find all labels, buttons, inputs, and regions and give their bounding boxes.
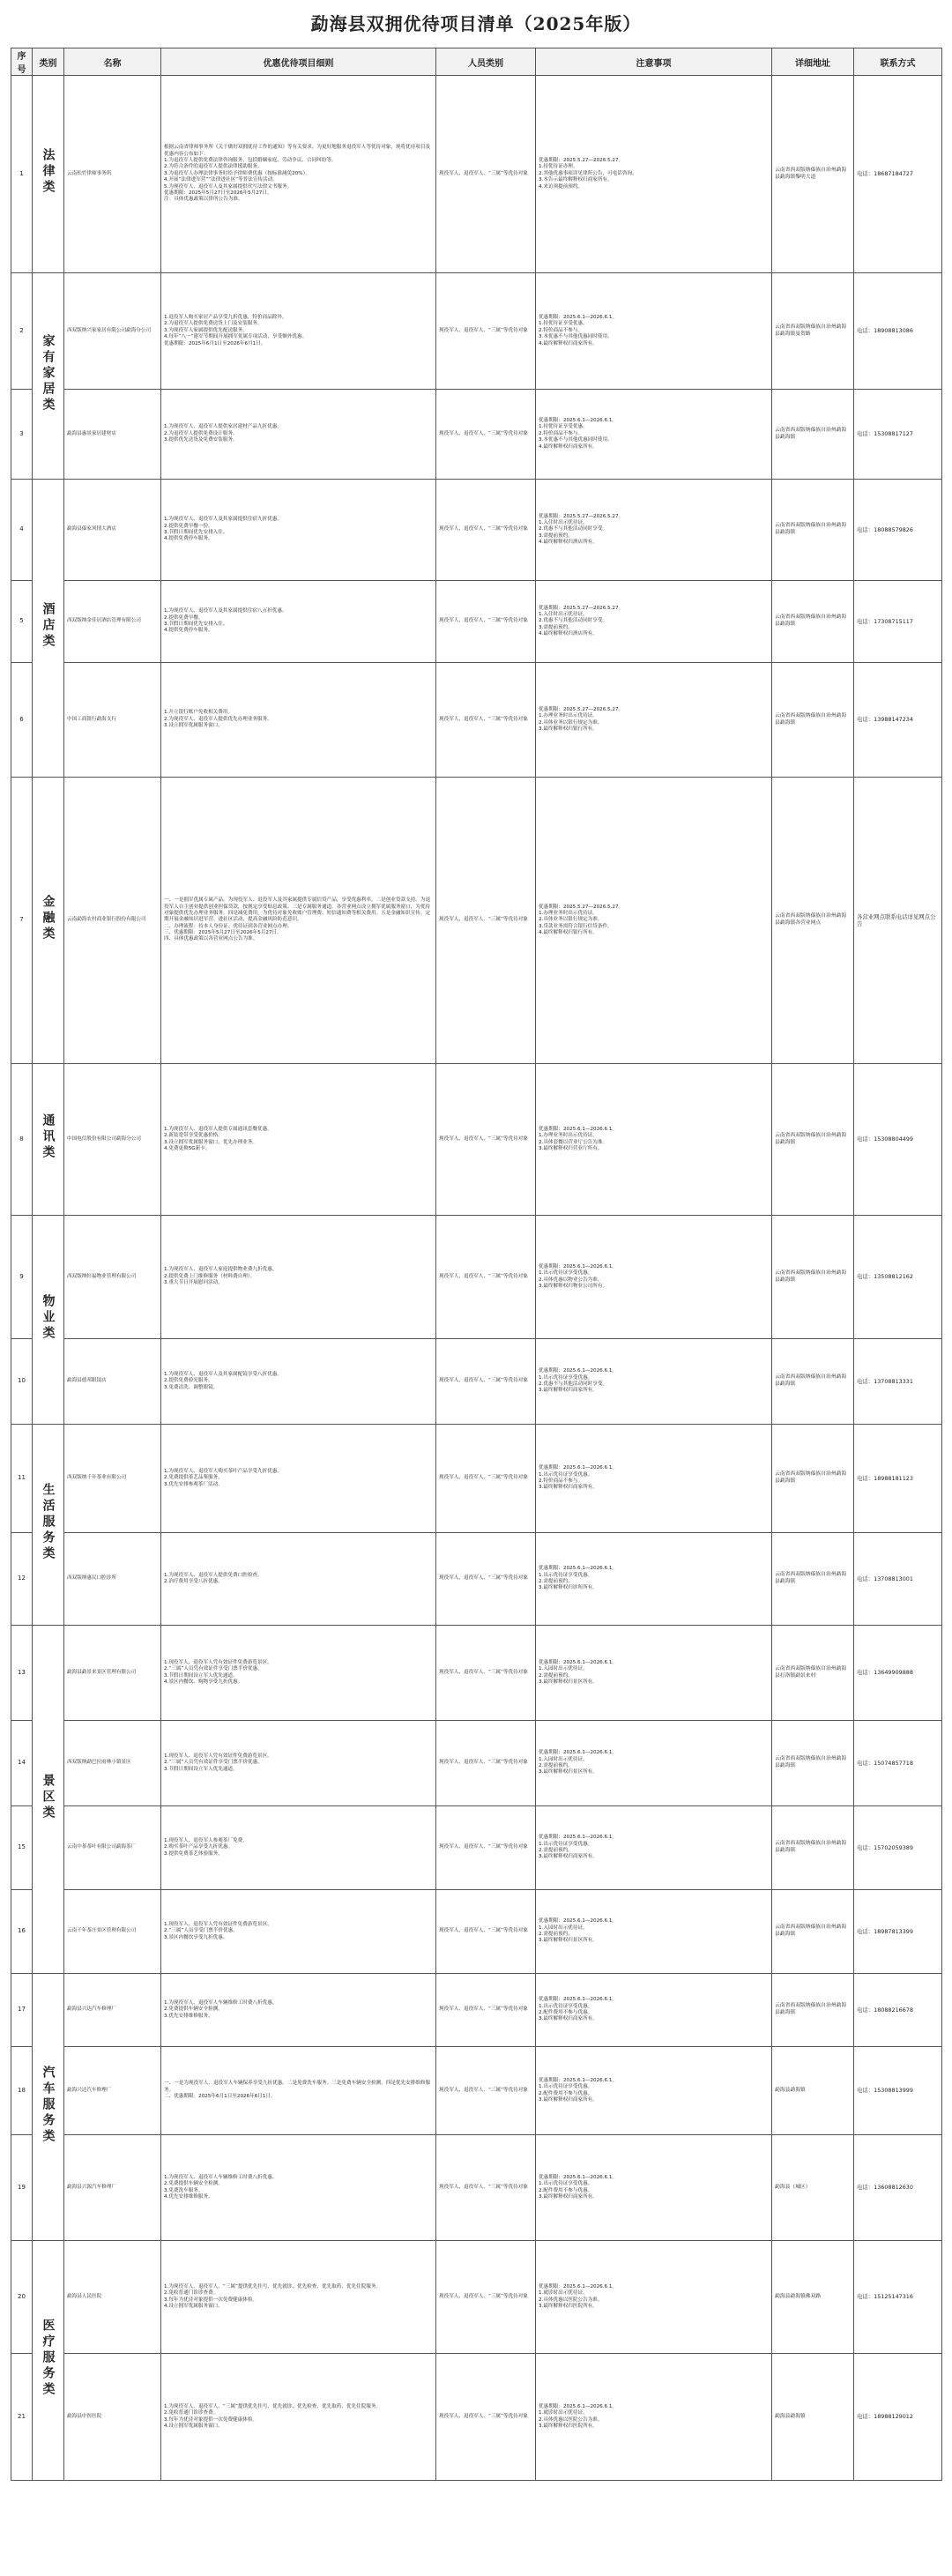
- row-notes: 优惠期限：2025.6.1—2026.6.1。 1.就诊时出示优待证。 2.具体优惠以医院公告为准。 3.最终解释权归医院所有。: [536, 2354, 772, 2481]
- category-cell: [33, 1425, 64, 1626]
- category-cell: [33, 1216, 64, 1425]
- row-contact: 电话：18987813399: [854, 1890, 942, 1974]
- row-name: 云南中茶茶叶有限公司勐海茶厂: [64, 1806, 161, 1890]
- table-row: [11, 2241, 942, 2354]
- row-notes: 优惠期限：2025.6.1—2026.6.1。 1.入园时出示优待证。 2.需提前预约。 3.最终解释权归景区所有。: [536, 1626, 772, 1721]
- row-contact: 电话：18687184727: [854, 76, 942, 273]
- header-people: 人员类别: [436, 48, 536, 76]
- row-notes: 优惠期限：2025.6.1—2026.6.1。 1.出示优待证享受优惠。 2.特价商品不参与。 3.最终解释权归商家所有。: [536, 1425, 772, 1533]
- row-seq: 14: [11, 1721, 33, 1806]
- row-contact: 电话：18988129012: [854, 2354, 942, 2481]
- row-seq: 4: [11, 480, 33, 581]
- row-seq: 8: [11, 1064, 33, 1216]
- row-detail: 1.为现役军人、退役军人提供家居建材产品九折优惠。 2.为退役军人提供免费设计服务。 3.提供优先送货及免费安装服务。: [161, 390, 436, 480]
- row-seq: 1: [11, 76, 33, 273]
- row-detail: 根据云南省律师事务所《关于做好双拥优待工作的通知》等有关要求，为更好地服务退役军人等优待对象，现将优待项目及优惠内容公布如下： 1.为退役军人提供免费法律咨询服务，包括婚姻家庭、劳动争议、合同纠纷等。 2.为符合条件的退役军人提供法律援助服务。 3.为退役军人办理法律事务时给予律师费优惠（按标准减免20%）。 4.开展“法律进军营”“法律进社区”等普法宣传活动。 5.为现役军人、退役军人及其家属提供代写法律文书服务。 优惠期限：2025年5月27日至2026年5月27日。 注：具体优惠政策以律所公告为准。: [161, 76, 436, 273]
- row-name: 勐海县德邦眼镜店: [64, 1339, 161, 1425]
- row-name: 西双版纳千年茶业有限公司: [64, 1425, 161, 1533]
- row-address: 云南省西双版纳傣族自治州勐海县勐海镇: [772, 1425, 854, 1533]
- row-contact: 电话：13649909888: [854, 1626, 942, 1721]
- category-label: 通讯类: [41, 1113, 56, 1162]
- category-label: 汽车服务类: [41, 2065, 56, 2145]
- row-people: 现役军人、退役军人、“三属”等优待对象: [436, 663, 536, 778]
- row-contact: 电话：15074857718: [854, 1721, 942, 1806]
- table-row: [11, 1626, 942, 1721]
- row-contact: 各营业网点联系电话详见网点公告: [854, 778, 942, 1064]
- row-contact: 电话：15308817127: [854, 390, 942, 480]
- row-notes: 优惠期限：2025.5.27—2026.5.27。 1.办理业务时出示优待证。 2.具体业务以银行规定为准。 3.贷款业务需符合银行信贷条件。 4.最终解释权归银行所有。: [536, 778, 772, 1064]
- category-label: 法律类: [41, 148, 56, 197]
- row-seq: 18: [11, 2047, 33, 2135]
- row-contact: 电话：15702059389: [854, 1806, 942, 1890]
- row-people: 现役军人、退役军人、“三属”等优待对象: [436, 1064, 536, 1216]
- row-seq: 19: [11, 2135, 33, 2241]
- table-row: [11, 2047, 942, 2135]
- row-contact: 电话：18988181123: [854, 1425, 942, 1533]
- row-detail: 1.为现役军人、退役军人及其家属提供住宿九折优惠。 2.提供免费早餐一份。 3.节假日期间优先安排入住。 4.提供免费停车服务。: [161, 480, 436, 581]
- row-name: 西双版纳恒福物业管理有限公司: [64, 1216, 161, 1339]
- row-address: 云南省西双版纳傣族自治州勐海县勐海镇: [772, 480, 854, 581]
- header-seq: 序号: [11, 48, 33, 76]
- row-name: 云南勐海农村商业银行股份有限公司: [64, 778, 161, 1064]
- category-cell: [33, 2241, 64, 2481]
- row-name: 勐海县人民医院: [64, 2241, 161, 2354]
- row-notes: 优惠期限：2025.6.1—2026.6.1。 1.就诊时出示优待证。 2.具体优惠以医院公告为准。 3.最终解释权归医院所有。: [536, 2241, 772, 2354]
- row-name: 云南松竹律师事务所: [64, 76, 161, 273]
- row-contact: 电话：18088579826: [854, 480, 942, 581]
- row-notes: 优惠期限：2025.6.1—2026.6.1。 1.持优待证享受优惠。 2.特价商品不参与。 3.本优惠不与其他优惠同时使用。 4.最终解释权归商家所有。: [536, 390, 772, 480]
- row-address: 云南省西双版纳傣族自治州勐海县勐海镇: [772, 1890, 854, 1974]
- row-address: 云南省西双版纳傣族自治州勐海县勐海镇: [772, 1721, 854, 1806]
- row-notes: 优惠期限：2025.6.1—2026.6.1。 1.出示优待证享受优惠。 2.配件费用不参与优惠。 3.最终解释权归商家所有。: [536, 2047, 772, 2135]
- table-row: [11, 273, 942, 390]
- row-name: 西双版纳兴家家居有限公司勐海分公司: [64, 273, 161, 390]
- row-detail: 1.退役军人购买家居产品享受九折优惠，特价商品除外。 2.为退役军人提供免费送货上门及安装服务。 3.为现役军人家属提供优先配送服务。 4.每年“八一”建军节期间开展拥军优属专项活动，享受额外优惠。 优惠期限：2025年6月1日至2026年6月1日。: [161, 273, 436, 390]
- category-label: 酒店类: [41, 602, 56, 651]
- table-row: [11, 1064, 942, 1216]
- row-contact: 电话：18908813086: [854, 273, 942, 390]
- row-notes: 优惠期限：2025.5.27—2026.5.27。 1.入住时出示优待证。 2.优惠不与其他活动同时享受。 3.需提前预约。 4.最终解释权归酒店所有。: [536, 581, 772, 663]
- row-notes: 优惠期限：2025.6.1—2026.6.1。 1.出示优待证享受优惠。 2.配件费用不参与优惠。 3.最终解释权归商家所有。: [536, 1974, 772, 2047]
- row-detail: 1.为现役军人、退役军人、“三属”提供优先挂号、优先就诊、优先检查、优先取药、优先住院服务。 2.免收普通门诊诊查费。 3.每年为优待对象提供一次免费健康体检。 4.设立拥军优属服务窗口。: [161, 2241, 436, 2354]
- row-seq: 20: [11, 2241, 33, 2354]
- row-seq: 3: [11, 390, 33, 480]
- row-people: 现役军人、退役军人、“三属”等优待对象: [436, 1425, 536, 1533]
- row-detail: 1.为现役军人、退役军人及其家属提供住宿八五折优惠。 2.提供免费早餐。 3.节假日期间优先安排入住。 4.提供免费停车服务。: [161, 581, 436, 663]
- category-label: 医疗服务类: [41, 2319, 56, 2399]
- row-contact: 电话：15125147316: [854, 2241, 942, 2354]
- category-cell: [33, 1974, 64, 2241]
- header-contact: 联系方式: [854, 48, 942, 76]
- row-detail: 1.现役军人、退役军人凭有效证件免费游览景区。 2.“三属”人员凭有效证件享受门票半价优惠。 3.节假日期间设立军人优先通道。 4.景区内餐饮、购物享受九折优惠。: [161, 1626, 436, 1721]
- row-seq: 11: [11, 1425, 33, 1533]
- table-row: [11, 1890, 942, 1974]
- row-name: 勐海县傣家风情大酒店: [64, 480, 161, 581]
- row-people: 现役军人、退役军人、“三属”等优待对象: [436, 76, 536, 273]
- row-notes: 优惠期限：2025.6.1—2026.6.1。 1.出示优待证享受优惠。 2.需提前预约。 3.最终解释权归诊所所有。: [536, 1533, 772, 1626]
- category-cell: [33, 480, 64, 778]
- row-detail: 1.为现役军人、退役军人及其家属配镜享受八折优惠。 2.提供免费验光服务。 3.免费清洗、调整眼镜。: [161, 1339, 436, 1425]
- row-detail: 一、一是为现役军人、退役军人车辆保养享受九折优惠。二是免费洗车服务。三是免费车辆安全检测。四是优先安排维修服务。 二、优惠期限：2025年6月1日至2026年6月1日。: [161, 2047, 436, 2135]
- row-contact: 电话：13988147234: [854, 663, 942, 778]
- row-name: 勐海县勐景来景区管理有限公司: [64, 1626, 161, 1721]
- table-row: [11, 1806, 942, 1890]
- row-name: 勐海县兴达汽车修理厂: [64, 1974, 161, 2047]
- row-people: 现役军人、退役军人、“三属”等优待对象: [436, 480, 536, 581]
- row-people: 现役军人、退役军人、“三属”等优待对象: [436, 2354, 536, 2481]
- row-contact: 电话：13708813001: [854, 1533, 942, 1626]
- row-detail: 1.现役军人、退役军人凭有效证件免费游览景区。 2.“三属”人员凭有效证件享受门票半价优惠。 3.节假日期间设立军人优先通道。: [161, 1721, 436, 1806]
- header-detail: 优惠优待项目细则: [161, 48, 436, 76]
- row-notes: 优惠期限：2025.5.27—2026.5.27。 1.入住时出示优待证。 2.优惠不与其他活动同时享受。 3.需提前预约。 4.最终解释权归酒店所有。: [536, 480, 772, 581]
- category-label: 生活服务类: [41, 1483, 56, 1563]
- category-cell: [33, 778, 64, 1064]
- row-address: 云南省西双版纳傣族自治州勐海县勐海镇: [772, 581, 854, 663]
- row-detail: 1.现役军人、退役军人参观茶厂免费。 2.购买茶叶产品享受九折优惠。 3.提供免费茶艺体验服务。: [161, 1806, 436, 1890]
- row-detail: 1.现役军人、退役军人凭有效证件免费游览景区。 2.“三属”人员享受门票半价优惠。 3.景区内餐饮享受九折优惠。: [161, 1890, 436, 1974]
- row-people: 现役军人、退役军人、“三属”等优待对象: [436, 1721, 536, 1806]
- row-name: 西双版纳惠民口腔诊所: [64, 1533, 161, 1626]
- row-seq: 12: [11, 1533, 33, 1626]
- table-row: [11, 1425, 942, 1533]
- row-detail: 1.为现役军人、退役军人提供免费口腔检查。 2.治疗费用享受八折优惠。: [161, 1533, 436, 1626]
- row-notes: 优惠期限：2025.6.1—2026.6.1。 1.入园时出示优待证。 2.需提前预约。 3.最终解释权归景区所有。: [536, 1721, 772, 1806]
- row-detail: 1.为现役军人、退役军人车辆维修工时费八折优惠。 2.免费提供车辆安全检测。 3.免费洗车服务。 4.优先安排维修服务。: [161, 2135, 436, 2241]
- row-people: 现役军人、退役军人、“三属”等优待对象: [436, 1216, 536, 1339]
- row-address: 云南省西双版纳傣族自治州勐海县勐海镇: [772, 1216, 854, 1339]
- row-name: 西双版纳金佳居酒店管理有限公司: [64, 581, 161, 663]
- row-detail: 一、一是拥军优属专属产品。为现役军人、退役军人及其家属提供专属信贷产品，享受优惠利率。二是创业贷款支持。为退役军人自主创业提供创业担保贷款，按规定享受贴息政策。三是专属服务通道。各营业网点设立拥军优属服务窗口，为优待对象提供优先办理业务服务。四是减免费用。为优待对象免收账户管理费、短信通知费等相关费用。五是金融知识宣传。定期开展金融知识进军营、进社区活动，提高金融风险防范意识。 二、办理流程：持本人身份证、优待证到各营业网点办理。 三、优惠期限：2025年5月27日至2026年5月27日。 四、具体优惠政策以各营业网点公告为准。: [161, 778, 436, 1064]
- row-seq: 2: [11, 273, 33, 390]
- row-contact: 电话：15308813999: [854, 2047, 942, 2135]
- table-row: [11, 1721, 942, 1806]
- category-label: 家有家居类: [41, 334, 56, 414]
- row-address: 云南省西双版纳傣族自治州勐海县勐海镇: [772, 1533, 854, 1626]
- row-detail: 1.为现役军人、退役军人车辆维修工时费八折优惠。 2.免费提供车辆安全检测。 3.优先安排维修服务。: [161, 1974, 436, 2047]
- row-seq: 17: [11, 1974, 33, 2047]
- row-people: 现役军人、退役军人、“三属”等优待对象: [436, 778, 536, 1064]
- page-title: 勐海县双拥优待项目清单（2025年版）: [310, 13, 642, 34]
- benefits-table: [11, 48, 942, 2481]
- row-address: 云南省西双版纳傣族自治州勐海县勐海镇黎明大道: [772, 76, 854, 273]
- row-people: 现役军人、退役军人、“三属”等优待对象: [436, 2047, 536, 2135]
- header-category: 类别: [33, 48, 64, 76]
- table-row: [11, 480, 942, 581]
- row-seq: 13: [11, 1626, 33, 1721]
- row-name: 西双版纳勐巴拉雨林小镇景区: [64, 1721, 161, 1806]
- category-label: 景区类: [41, 1773, 56, 1821]
- row-address: 云南省西双版纳傣族自治州勐海县勐海镇: [772, 663, 854, 778]
- row-people: 现役军人、退役军人、“三属”等优待对象: [436, 1806, 536, 1890]
- row-detail: 1.为现役军人、退役军人、“三属”提供优先挂号、优先就诊、优先检查、优先取药、优先住院服务。 2.免收普通门诊诊查费。 3.每年为优待对象提供一次免费健康体检。 4.设立拥军优属服务窗口。: [161, 2354, 436, 2481]
- row-seq: 7: [11, 778, 33, 1064]
- row-contact: 电话：13508812162: [854, 1216, 942, 1339]
- row-name: 勐海兴达汽车修理厂: [64, 2047, 161, 2135]
- table-row: [11, 1216, 942, 1339]
- row-name: 勐海县中医医院: [64, 2354, 161, 2481]
- row-notes: 优惠期限：2025.5.27—2026.5.27。 1.持优待证办理。 2.其他优惠事项详见律所公告，可电话咨询。 3.本告示最终解释权归商家所有。 4.来访须提前预约。: [536, 76, 772, 273]
- header-row: [11, 48, 942, 76]
- row-address: 勐海县（城区）: [772, 2135, 854, 2241]
- row-address: 云南省西双版纳傣族自治州勐海县勐海镇: [772, 1339, 854, 1425]
- row-seq: 21: [11, 2354, 33, 2481]
- row-notes: 优惠期限：2025.6.1—2026.6.1。 1.持优待证享受优惠。 2.特价商品不参与。 3.本优惠不与其他优惠同时使用。 4.最终解释权归商家所有。: [536, 273, 772, 390]
- row-seq: 10: [11, 1339, 33, 1425]
- row-notes: 优惠期限：2025.6.1—2026.6.1。 1.办理业务时出示优待证。 2.具体套餐以营业厅公告为准。 3.最终解释权归营业厅所有。: [536, 1064, 772, 1216]
- table-row: [11, 1533, 942, 1626]
- row-seq: 15: [11, 1806, 33, 1890]
- row-people: 现役军人、退役军人、“三属”等优待对象: [436, 390, 536, 480]
- row-seq: 9: [11, 1216, 33, 1339]
- row-address: 云南省西双版纳傣族自治州勐海县勐海镇: [772, 1974, 854, 2047]
- row-address: 勐海县勐海镇: [772, 2354, 854, 2481]
- row-seq: 16: [11, 1890, 33, 1974]
- header-notes: 注意事项: [536, 48, 772, 76]
- category-label: 物业类: [41, 1293, 56, 1342]
- category-label: 金融类: [41, 894, 56, 942]
- row-detail: 1.为现役军人、退役军人购买茶叶产品享受九折优惠。 2.免费提供茶艺品鉴服务。 3.优先安排参观茶厂活动。: [161, 1425, 436, 1533]
- header-name: 名称: [64, 48, 161, 76]
- row-seq: 6: [11, 663, 33, 778]
- table-row: [11, 2135, 942, 2241]
- row-detail: 1.开立银行账户免收相关费用。 2.为现役军人、退役军人提供优先办理业务服务。 3.设立拥军优属服务窗口。: [161, 663, 436, 778]
- row-notes: 优惠期限：2025.6.1—2026.6.1。 1.出示优待证享受优惠。 2.需提前预约。 3.最终解释权归商家所有。: [536, 1806, 772, 1890]
- category-cell: [33, 1064, 64, 1216]
- table-row: [11, 1339, 942, 1425]
- row-people: 现役军人、退役军人、“三属”等优待对象: [436, 1339, 536, 1425]
- row-seq: 5: [11, 581, 33, 663]
- row-address: 勐海县勐海镇佛双路: [772, 2241, 854, 2354]
- header-address: 详细地址: [772, 48, 854, 76]
- row-address: 云南省西双版纳傣族自治州勐海县打洛镇勐景来村: [772, 1626, 854, 1721]
- row-name: 勐海县兴源汽车修理厂: [64, 2135, 161, 2241]
- row-people: 现役军人、退役军人、“三属”等优待对象: [436, 1533, 536, 1626]
- row-name: 中国工商银行勐海支行: [64, 663, 161, 778]
- row-address: 勐海县勐海镇: [772, 2047, 854, 2135]
- row-people: 现役军人、退役军人、“三属”等优待对象: [436, 1974, 536, 2047]
- category-cell: [33, 76, 64, 273]
- row-address: 云南省西双版纳傣族自治州勐海县勐海镇曼贺路: [772, 273, 854, 390]
- category-cell: [33, 1626, 64, 1974]
- row-notes: 优惠期限：2025.6.1—2026.6.1。 1.入园时出示优待证。 2.需提前预约。 3.最终解释权归景区所有。: [536, 1890, 772, 1974]
- row-notes: 优惠期限：2025.6.1—2026.6.1。 1.出示优待证享受优惠。 2.具体优惠以物业公告为准。 3.最终解释权归物业公司所有。: [536, 1216, 772, 1339]
- row-notes: 优惠期限：2025.6.1—2026.6.1。 1.出示优待证享受优惠。 2.配件费用不参与优惠。 3.最终解释权归商家所有。: [536, 2135, 772, 2241]
- row-address: 云南省西双版纳傣族自治州勐海县勐海镇各营业网点: [772, 778, 854, 1064]
- row-detail: 1.为现役军人、退役军人提供专属通讯套餐优惠。 2.新装宽带享受优惠价格。 3.设立拥军优属服务窗口，优先办理业务。 4.免费更换5G新卡。: [161, 1064, 436, 1216]
- row-name: 勐海县惠景家居建材店: [64, 390, 161, 480]
- row-address: 云南省西双版纳傣族自治州勐海县勐海镇: [772, 1806, 854, 1890]
- row-people: 现役军人、退役军人、“三属”等优待对象: [436, 273, 536, 390]
- table-body: [11, 76, 942, 2481]
- row-contact: 电话：13708813331: [854, 1339, 942, 1425]
- table-row: [11, 581, 942, 663]
- row-notes: 优惠期限：2025.5.27—2026.5.27。 1.办理业务时出示优待证。 2.具体业务以银行规定为准。 3.最终解释权归银行所有。: [536, 663, 772, 778]
- category-cell: [33, 273, 64, 480]
- table-row: [11, 663, 942, 778]
- row-name: 中国电信股份有限公司勐海分公司: [64, 1064, 161, 1216]
- row-contact: 电话：17308715117: [854, 581, 942, 663]
- table-row: [11, 76, 942, 273]
- row-people: 现役军人、退役军人、“三属”等优待对象: [436, 1626, 536, 1721]
- row-people: 现役军人、退役军人、“三属”等优待对象: [436, 581, 536, 663]
- row-address: 云南省西双版纳傣族自治州勐海县勐海镇: [772, 1064, 854, 1216]
- table-row: [11, 1974, 942, 2047]
- row-contact: 电话：13608812630: [854, 2135, 942, 2241]
- table-row: [11, 778, 942, 1064]
- row-people: 现役军人、退役军人、“三属”等优待对象: [436, 1890, 536, 1974]
- row-people: 现役军人、退役军人、“三属”等优待对象: [436, 2241, 536, 2354]
- row-people: 现役军人、退役军人、“三属”等优待对象: [436, 2135, 536, 2241]
- table-row: [11, 2354, 942, 2481]
- row-detail: 1.为现役军人、退役军人家庭提供物业费九折优惠。 2.提供免费上门维修服务（材料费自理）。 3.重大节日开展慰问活动。: [161, 1216, 436, 1339]
- row-contact: 电话：15308804499: [854, 1064, 942, 1216]
- table-row: [11, 390, 942, 480]
- row-contact: 电话：18088216678: [854, 1974, 942, 2047]
- row-address: 云南省西双版纳傣族自治州勐海县勐海镇: [772, 390, 854, 480]
- row-notes: 优惠期限：2025.6.1—2026.6.1。 1.出示优待证享受优惠。 2.优惠不与其他活动同时享受。 3.最终解释权归商家所有。: [536, 1339, 772, 1425]
- row-name: 云南千年茶庄景区管理有限公司: [64, 1890, 161, 1974]
